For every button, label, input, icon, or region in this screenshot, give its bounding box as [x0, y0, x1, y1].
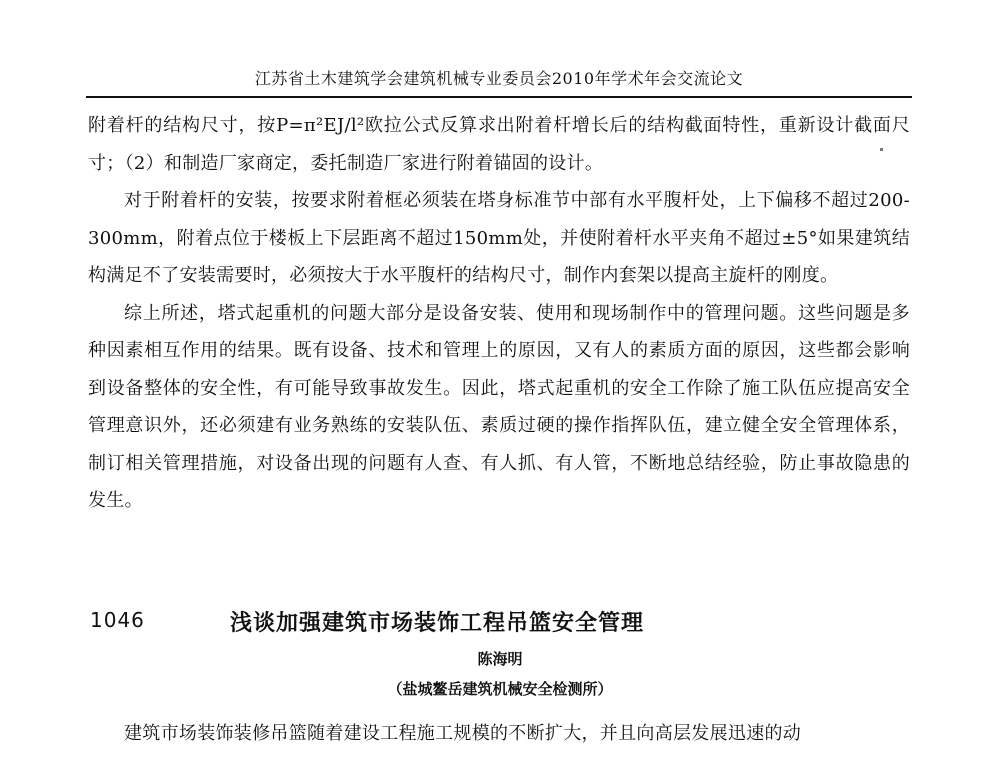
running-header: 江苏省土木建筑学会建筑机械专业委员会2010年学术年会交流论文: [254, 69, 744, 88]
article-affiliation: （盐城鳌岳建筑机械安全检测所）: [387, 680, 613, 698]
article-author: 陈海明: [477, 650, 523, 668]
article-title: 浅谈加强建筑市场装饰工程吊篮安全管理: [230, 611, 645, 636]
body-text: [88, 107, 910, 520]
article-number: 1046: [90, 608, 145, 632]
paragraph-1: 附着杆的结构尺寸，按P=π²EJ/l²欧拉公式反算求出附着杆增长后的结构截面特性，重新设计截面尺寸；（2）和制造厂家商定，委托制造厂家进行附着锚固的设计。: [88, 115, 910, 174]
paragraph-2: 对于附着杆的安装，按要求附着框必须装在塔身标准节中部有水平腹杆处，上下偏移不超过200-300mm，附着点位于楼板上下层距离不超过150mm处，并使附着杆水平夹角不超过±5°如果建筑结构满足不了安装需要时，必须按大于水平腹杆的结构尺寸，制作内套架以提高主旋杆的刚度。: [88, 190, 910, 286]
article-first-line-text: 建筑市场装饰装修吊篮随着建设工程施工规模的不断扩大，并且向高层发展迅速的动: [124, 723, 802, 744]
scan-speck: [880, 148, 883, 151]
article-first-line: [88, 715, 910, 753]
header-rule: [86, 96, 912, 98]
next-article-heading: [90, 604, 910, 644]
paragraph-3: 综上所述，塔式起重机的问题大部分是设备安装、使用和现场制作中的管理问题。这些问题是多种因素相互作用的结果。既有设备、技术和管理上的原因，又有人的素质方面的原因，这些都会影响到设备整体的安全性，有可能导致事故发生。因此，塔式起重机的安全工作除了施工队伍应提高安全管理意识外，还必须建有业务熟练的安装队伍、素质过硬的操作指挥队伍，建立健全安全管理体系，制订相关管理措施，对设备出现的问题有人查、有人抓、有人管，不断地总结经验，防止事故隐患的发生。: [88, 302, 910, 511]
